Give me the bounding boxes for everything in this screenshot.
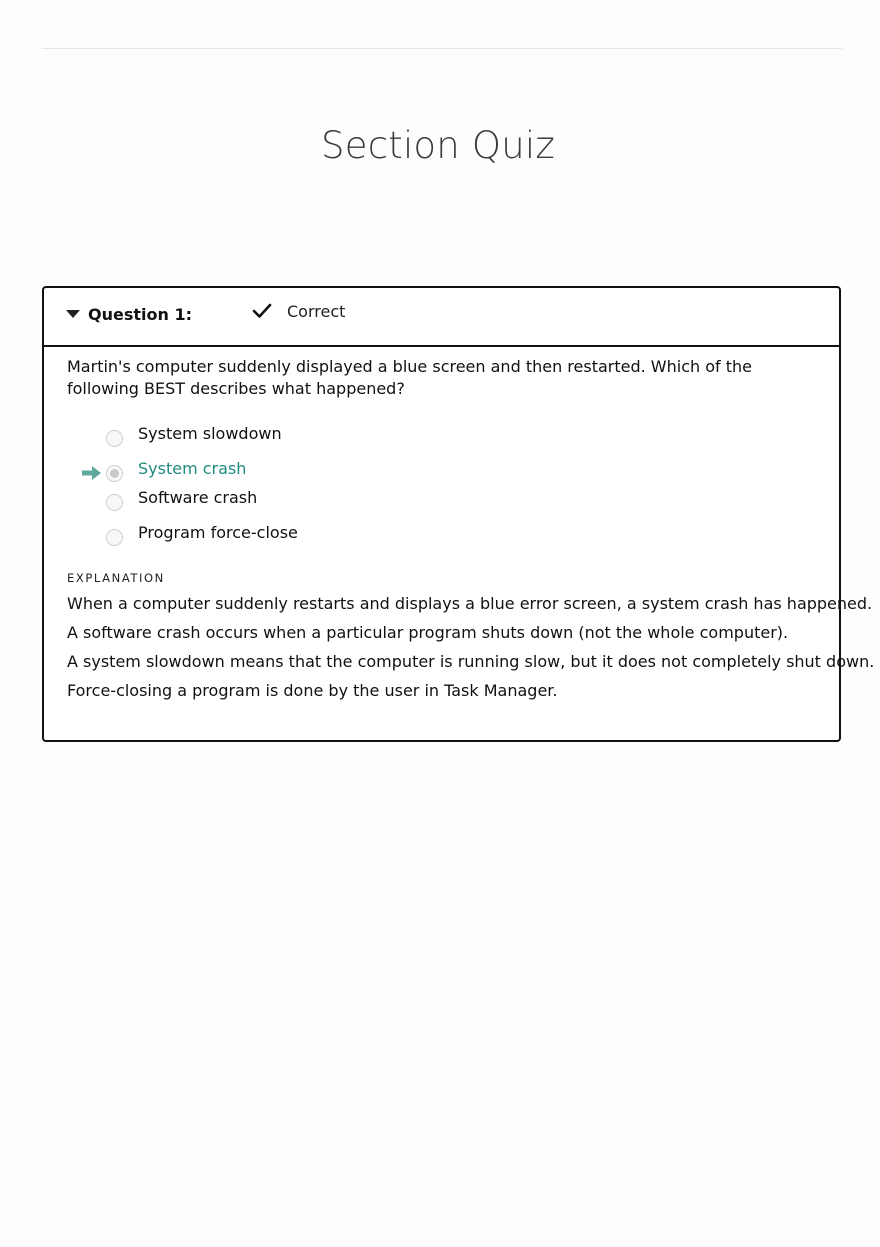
explanation-line: A system slowdown means that the computer is running slow, but it does not completely shut down. [67,652,875,671]
option-system-crash[interactable] [44,459,644,485]
radio-button[interactable] [106,430,123,447]
top-divider [42,48,842,49]
checkmark-icon [252,302,272,320]
option-label[interactable]: System crash [138,459,247,478]
explanation-heading: EXPLANATION [67,571,165,585]
radio-button[interactable] [106,494,123,511]
arrow-right-icon [82,466,101,480]
option-label[interactable]: Software crash [138,488,258,507]
option-label[interactable]: Program force-close [138,523,298,542]
explanation-line: When a computer suddenly restarts and displays a blue error screen, a system crash has happened. [67,594,873,613]
question-label: Question 1: [88,305,192,324]
option-system-slowdown[interactable] [44,424,644,450]
radio-button-selected[interactable] [106,465,123,482]
question-header[interactable] [44,288,839,347]
option-label[interactable]: System slowdown [138,424,282,443]
option-program-force-close[interactable] [44,523,644,549]
radio-button[interactable] [106,529,123,546]
option-software-crash[interactable] [44,488,644,514]
explanation-line: Force-closing a program is done by the user in Task Manager. [67,681,558,700]
status-label: Correct [287,302,346,321]
explanation-line: A software crash occurs when a particular program shuts down (not the whole computer). [67,623,789,642]
caret-down-icon[interactable] [66,310,80,318]
question-card [42,286,875,742]
page-title: Section Quiz [321,124,555,167]
question-text: Martin's computer suddenly displayed a blue screen and then restarted. Which of the following BEST describes what happened? [67,357,752,398]
